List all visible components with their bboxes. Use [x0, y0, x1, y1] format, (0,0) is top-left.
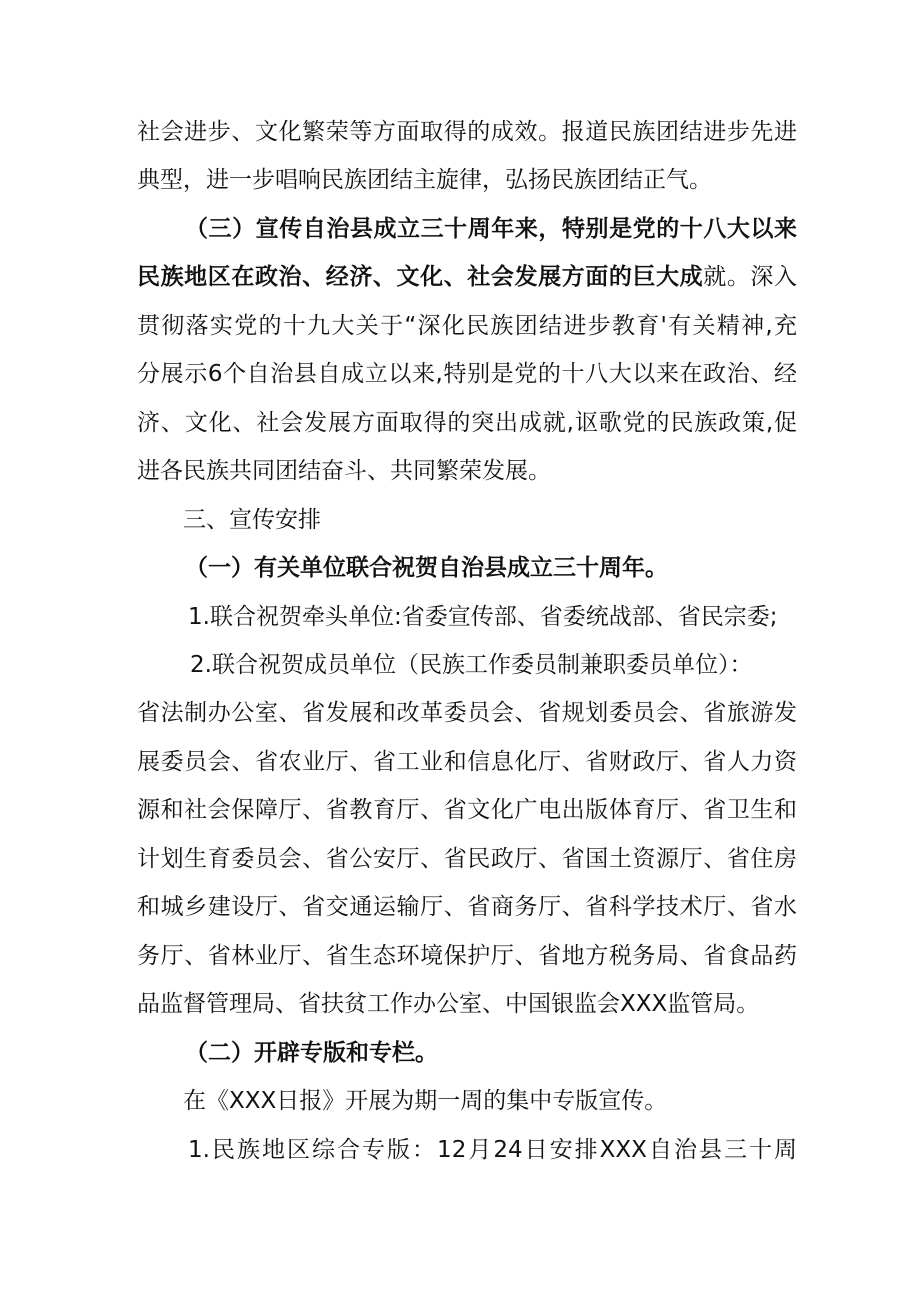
- paragraph-line-13: 省法制办公室、省发展和改革委员会、省规划委员会、省旅游发: [137, 700, 797, 726]
- paragraph-line-5: 贯彻落实党的十九大关于“深化民族团结进步教育'有关精神,充: [137, 313, 797, 339]
- paragraph-line-1: 社会进步、文化繁荣等方面取得的成效。报道民族团结进步先进: [137, 119, 797, 145]
- subsection-heading-one: （一）有关单位联合祝贺自治县成立三十周年。: [185, 555, 668, 581]
- section-heading-three: （三）宣传自治县成立三十周年来，特别是党的十八大以来: [185, 216, 797, 242]
- paragraph-line-7: 济、文化、社会发展方面取得的突出成就,讴歌党的民族政策,促: [137, 410, 797, 436]
- section-heading-three-cont: 民族地区在政治、经济、文化、社会发展方面的巨大成: [137, 264, 704, 290]
- paragraph-line-16: 计划生育委员会、省公安厅、省民政厅、省国土资源厅、省住房: [137, 846, 797, 872]
- paragraph-line-2: 典型，进一步唱响民族团结主旋律，弘扬民族团结正气。: [137, 167, 712, 193]
- paragraph-line-19: 品监督管理局、省扶贫工作办公室、中国银监会XXX监管局。: [137, 991, 760, 1017]
- paragraph-line-4-tail: 就。深入: [703, 264, 797, 290]
- paragraph-line-8: 进各民族共同团结奋斗、共同繁荣发展。: [137, 458, 551, 484]
- paragraph-line-4: [137, 262, 797, 292]
- section-title-arrangement: 三、宣传安排: [183, 507, 321, 533]
- list-item-1: 1.联合祝贺牵头单位:省委宣传部、省委统战部、省民宗委;: [188, 604, 778, 630]
- paragraph-line-6: 分展示6个自治县自成立以来,特别是党的十八大以来在政治、经: [137, 361, 797, 387]
- paragraph-line-17: 和城乡建设厅、省交通运输厅、省商务厅、省科学技术厅、省水: [137, 894, 797, 920]
- list-item-3: 1.民族地区综合专版：12月24日安排XXX自治县三十周: [188, 1137, 797, 1163]
- paragraph-line-18: 务厅、省林业厅、省生态环境保护厅、省地方税务局、省食品药: [137, 943, 797, 969]
- paragraph-line-15: 源和社会保障厅、省教育厅、省文化广电出版体育厅、省卫生和: [137, 797, 797, 823]
- list-item-2: 2.联合祝贺成员单位（民族工作委员制兼职委员单位）：: [190, 652, 753, 678]
- subsection-heading-two: （二）开辟专版和专栏。: [185, 1040, 438, 1066]
- paragraph-line-14: 展委员会、省农业厅、省工业和信息化厅、省财政厅、省人力资: [137, 749, 797, 775]
- paragraph-line-21: 在《XXX日报》开展为期一周的集中专版宣传。: [183, 1088, 668, 1114]
